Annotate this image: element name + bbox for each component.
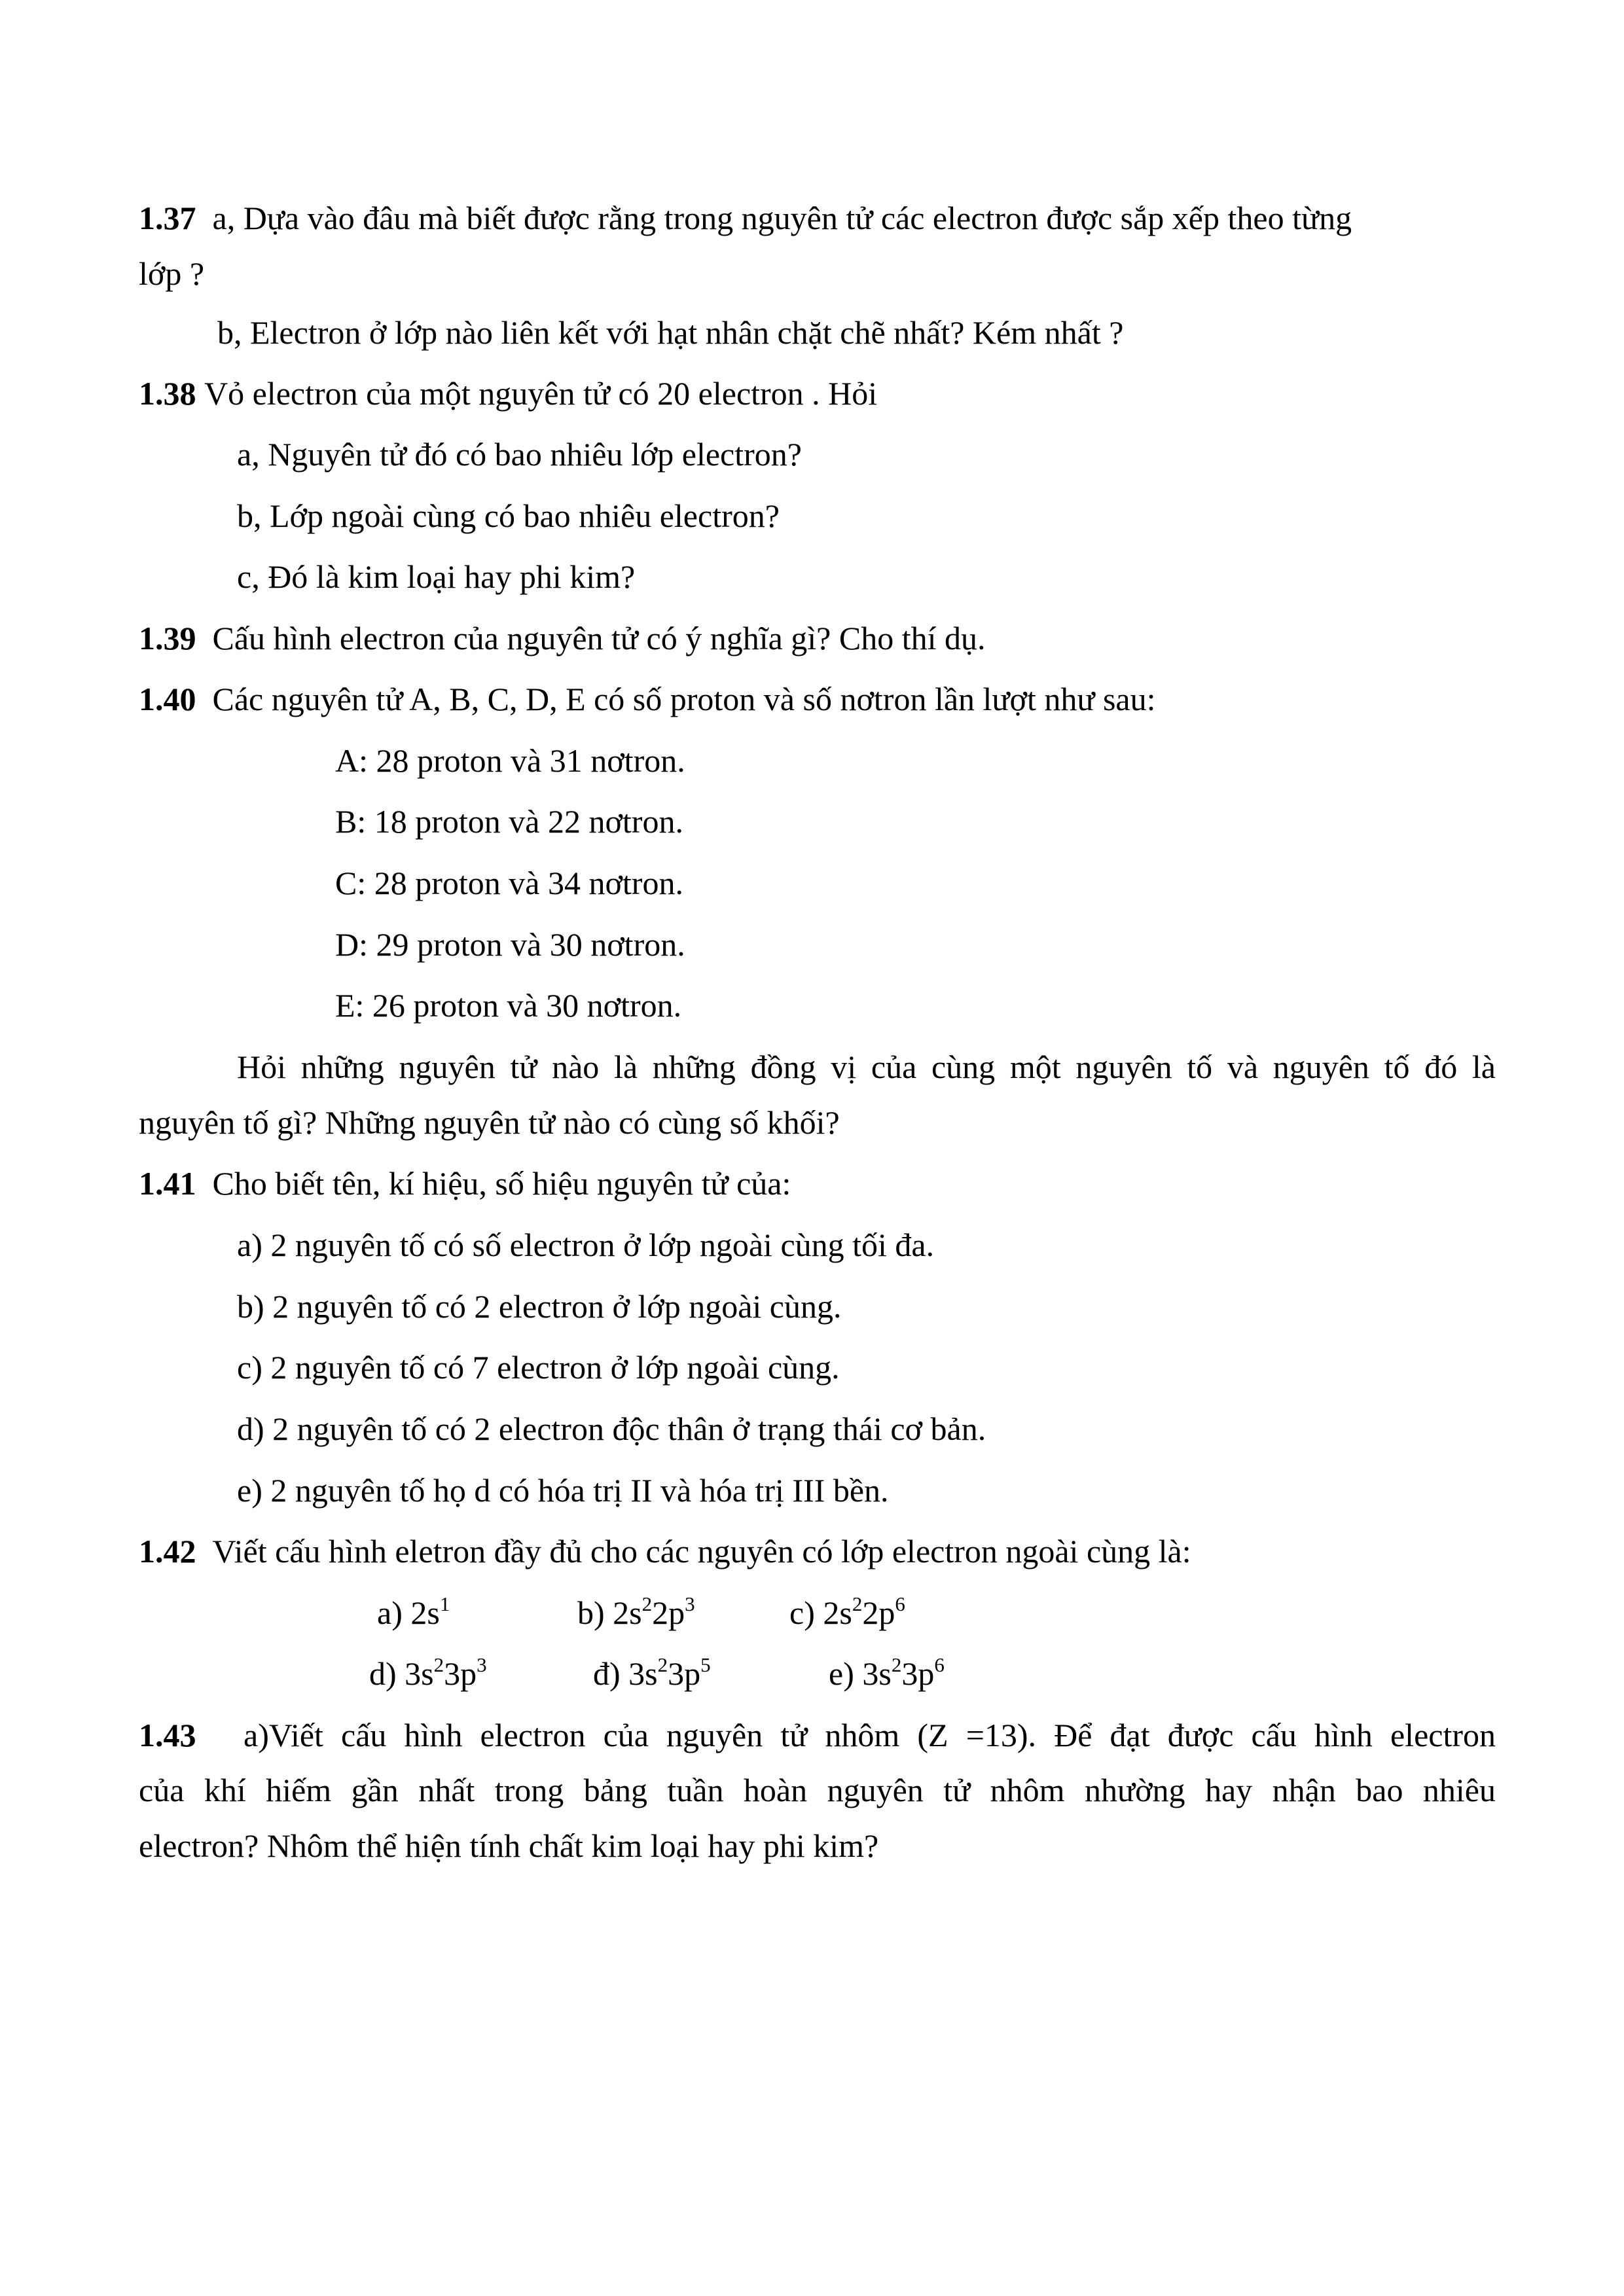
config-b-label: b) [577,1594,613,1631]
config-e-orbital-2: 3p [901,1655,935,1692]
q140-question-line1: Hỏi những nguyên tử nào là những đồng vị của cùng một nguyên tố và nguyên tố đó là [237,1049,1496,1085]
q139-stem: Cấu hình electron của nguyên tử có ý nghĩa gì? Cho thí dụ. [212,620,986,656]
config-dd-orbital-2: 3p [668,1655,701,1692]
config-dd [593,1654,711,1693]
config-dd-exp-2: 5 [700,1653,711,1677]
q141-number: 1.41 [139,1165,196,1202]
config-d-orbital-2: 3p [444,1655,477,1692]
q143-number: 1.43 [139,1717,196,1753]
q137-b: b, Electron ở lớp nào liên kết với hạt nhân chặt chẽ nhất? Kém nhất ? [217,314,1124,351]
q137-line2: lớp ? [139,255,205,292]
q142-stem-line [139,1532,1191,1571]
q140-item-b: B: 18 proton và 22 nơtron. [335,803,683,840]
q140-number: 1.40 [139,681,196,717]
config-c-exp-1: 2 [852,1592,863,1616]
config-b-exp-1: 2 [641,1592,653,1616]
config-d-exp-1: 2 [433,1653,444,1677]
config-a [377,1593,450,1632]
q143-line2: của khí hiếm gần nhất trong bảng tuần hoàn nguyên tử nhôm nhường hay nhận bao nhiêu [139,1772,1496,1808]
config-d-orbital-1: 3s [405,1655,434,1692]
q141-item-e: e) 2 nguyên tố họ d có hóa trị II và hóa trị III bền. [237,1472,889,1509]
q141-item-b: b) 2 nguyên tố có 2 electron ở lớp ngoài cùng. [237,1288,842,1325]
q140-question-line2: nguyên tố gì? Những nguyên tử nào có cùng số khối? [139,1104,840,1141]
config-d-exp-2: 3 [477,1653,487,1677]
q141-item-c: c) 2 nguyên tố có 7 electron ở lớp ngoài cùng. [237,1349,840,1386]
config-c-orbital-2: 2p [862,1594,895,1631]
config-dd-orbital-1: 3s [628,1655,658,1692]
q142-number: 1.42 [139,1533,196,1570]
config-c-label: c) [789,1594,823,1631]
config-c-orbital-1: 2s [823,1594,852,1631]
q137-number: 1.37 [139,200,196,236]
q141-item-d: d) 2 nguyên tố có 2 electron độc thân ở trạng thái cơ bản. [237,1410,986,1447]
q138-a: a, Nguyên tử đó có bao nhiêu lớp electron? [237,436,802,473]
q140-stem-line [139,679,1156,719]
config-a-exp-1: 1 [439,1592,450,1616]
q137-a-text-1: a, Dựa vào đâu mà biết được rằng trong nguyên tử các electron được sắp xếp theo từng [212,200,1352,236]
config-b [577,1593,695,1632]
q140-item-d: D: 29 proton và 30 nơtron. [335,926,685,963]
config-e-exp-2: 6 [934,1653,945,1677]
q141-item-a: a) 2 nguyên tố có số electron ở lớp ngoài cùng tối đa. [237,1227,935,1263]
q139-number: 1.39 [139,620,196,656]
config-b-orbital-1: 2s [613,1594,642,1631]
q139-line [139,619,986,658]
config-a-orbital-1: 2s [410,1594,440,1631]
config-dd-label: đ) [593,1655,629,1692]
config-c [789,1593,905,1632]
q138-c: c, Đó là kim loại hay phi kim? [237,558,636,595]
q138-stem: Vỏ electron của một nguyên tử có 20 electron . Hỏi [204,375,878,412]
config-b-orbital-2: 2p [652,1594,685,1631]
q143-line3: electron? Nhôm thể hiện tính chất kim loại hay phi kim? [139,1827,879,1864]
q140-stem: Các nguyên tử A, B, C, D, E có số proton và số nơtron lần lượt như sau: [212,681,1156,717]
config-e-orbital-1: 3s [862,1655,892,1692]
q138-b: b, Lớp ngoài cùng có bao nhiêu electron? [237,497,780,534]
config-a-label: a) [377,1594,411,1631]
q138-number: 1.38 [139,375,196,412]
q141-stem-line [139,1164,791,1203]
config-d [369,1654,487,1693]
config-e [829,1654,945,1693]
config-c-exp-2: 6 [895,1592,905,1616]
q140-item-e: E: 26 proton và 30 nơtron. [335,987,682,1024]
config-d-label: d) [369,1655,405,1692]
q140-item-a: A: 28 proton và 31 nơtron. [335,742,685,779]
q143-line1: a)Viết cấu hình electron của nguyên tử nhôm (Z =13). Để đạt được cấu hình electron [244,1717,1496,1753]
q142-stem: Viết cấu hình eletron đầy đủ cho các nguyên có lớp electron ngoài cùng là: [212,1533,1191,1570]
config-b-exp-2: 3 [685,1592,695,1616]
config-e-label: e) [829,1655,863,1692]
q137-line1 [139,198,1352,238]
q138-stem-line [139,374,877,413]
q140-item-c: C: 28 proton và 34 nơtron. [335,865,683,901]
config-e-exp-1: 2 [891,1653,902,1677]
config-dd-exp-1: 2 [657,1653,668,1677]
q141-stem: Cho biết tên, kí hiệu, số hiệu nguyên tử của: [212,1165,791,1202]
